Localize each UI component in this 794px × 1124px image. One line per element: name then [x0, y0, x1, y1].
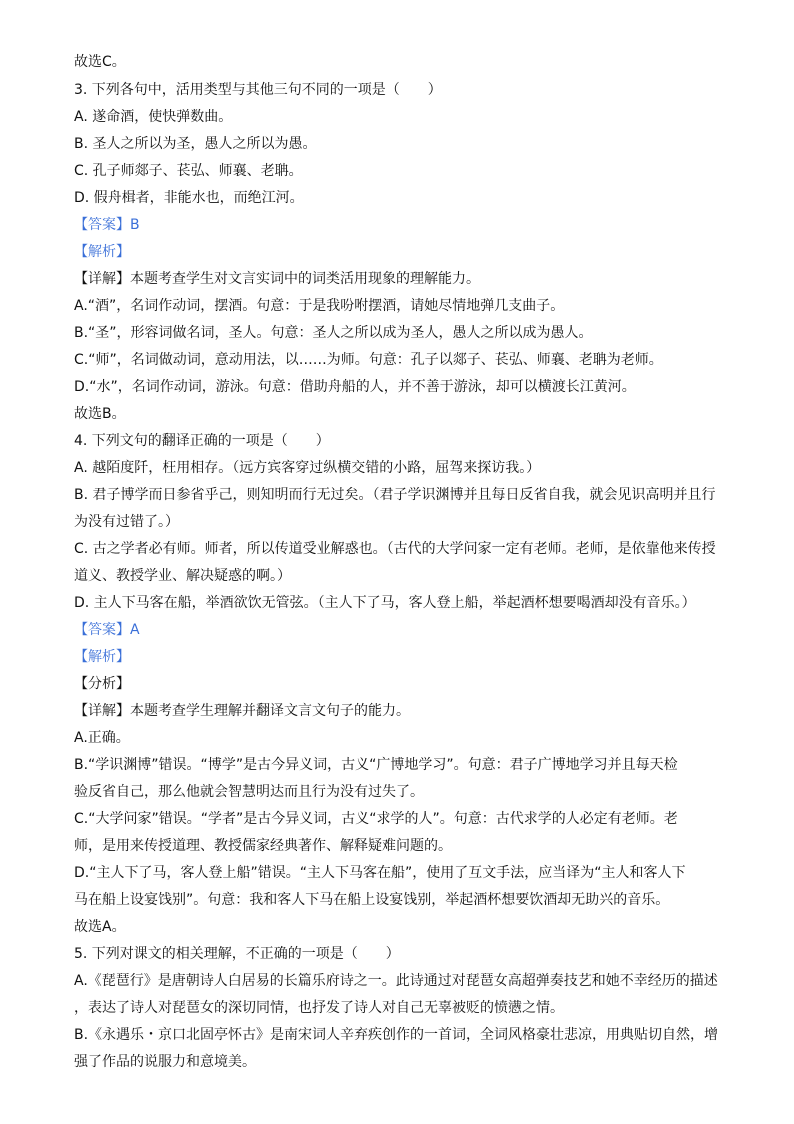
- option-a: A. 遂命酒，使快弹数曲。: [74, 109, 233, 125]
- option-c: C. 孔子师郯子、苌弘、师襄、老聃。: [74, 163, 303, 179]
- answer-tag: 【答案】B: [74, 217, 140, 233]
- explanation-line: B.“学识渊博”错误。“博学”是古今异义词，古义“广博地学习”。句意：君子广博地学习并且每天检: [74, 757, 678, 773]
- question-3-stem: 3. 下列各句中，活用类型与其他三句不同的一项是（ ）: [74, 82, 442, 98]
- detail-line: 【详解】本题考查学生理解并翻译文言文句子的能力。: [74, 703, 410, 719]
- explanation-line: 马在船上设宴饯别”。句意：我和客人下马在船上设宴饯别，举起酒杯想要饮酒却无助兴的音乐。: [74, 892, 670, 908]
- explanation-line: D.“主人下了马，客人登上船”错误。“主人下马客在船”，使用了互文手法，应当译为“主人和客人下: [74, 865, 686, 881]
- option-b: B.《永遇乐・京口北固亭怀古》是南宋词人辛弃疾创作的一首词，全词风格豪壮悲凉，用典贴切自然，增: [74, 1027, 719, 1043]
- explanation-line: C.“师”，名词做动词，意动用法，以……为师。句意：孔子以郯子、苌弘、师襄、老聃为老师。: [74, 352, 663, 368]
- analysis-heading: 【分析】: [74, 676, 130, 692]
- conclusion-line: 故选A。: [74, 919, 126, 935]
- explanation-line: 师，是用来传授道理、教授儒家经典著作、解释疑难问题的。: [74, 838, 452, 854]
- option-a-continued: ，表达了诗人对琵琶女的深切同情，也抒发了诗人对自己无辜被贬的愤懑之情。: [74, 1000, 564, 1016]
- option-c: C. 古之学者必有师。师者，所以传道受业解惑也。（古代的大学问家一定有老师。老师，是依靠他来传授: [74, 541, 716, 557]
- question-5-stem: 5. 下列对课文的相关理解，不正确的一项是（ ）: [74, 946, 400, 962]
- analysis-tag: 【解析】: [74, 649, 130, 665]
- explanation-line: A.“酒”，名词作动词，摆酒。句意：于是我吩咐摆酒，请她尽情地弹几支曲子。: [74, 298, 565, 314]
- conclusion-line: 故选B。: [74, 406, 126, 422]
- question-4-stem: 4. 下列文句的翻译正确的一项是（ ）: [74, 433, 330, 449]
- option-d: D. 假舟楫者，非能水也，而绝江河。: [74, 190, 304, 206]
- explanation-line: 验反省自己，那么他就会智慧明达而且行为没有过失了。: [74, 784, 424, 800]
- explanation-line: C.“大学问家”错误。“学者”是古今异义词，古义“求学的人”。句意：古代求学的人必定有老师。老: [74, 811, 678, 827]
- explanation-line: B.“圣”，形容词做名词，圣人。句意：圣人之所以成为圣人，愚人之所以成为愚人。: [74, 325, 593, 341]
- option-a: A.《琵琶行》是唐朝诗人白居易的长篇乐府诗之一。此诗通过对琵琶女高超弹奏技艺和她不幸经历的描述: [74, 973, 718, 989]
- analysis-tag: 【解析】: [74, 244, 130, 260]
- option-d: D. 主人下马客在船，举酒欲饮无管弦。（主人下了马，客人登上船，举起酒杯想要喝酒却没有音乐。）: [74, 595, 696, 611]
- answer-tag: 【答案】A: [74, 622, 140, 638]
- option-b: B. 君子博学而日参省乎己，则知明而行无过矣。（君子学识渊博并且每日反省自我，就会见识高明并且行: [74, 487, 716, 503]
- option-b: B. 圣人之所以为圣，愚人之所以为愚。: [74, 136, 317, 152]
- option-b-continued: 为没有过错了。）: [74, 514, 179, 530]
- line-1: 故选C。: [74, 54, 126, 70]
- option-b-continued: 强了作品的说服力和意境美。: [74, 1054, 256, 1070]
- detail-line: 【详解】本题考查学生对文言实词中的词类活用现象的理解能力。: [74, 271, 480, 287]
- explanation-line: A.正确。: [74, 730, 130, 746]
- explanation-line: D.“水”，名词作动词，游泳。句意：借助舟船的人，并不善于游泳，却可以横渡长江黄河。: [74, 379, 636, 395]
- option-a: A. 越陌度阡，枉用相存。（远方宾客穿过纵横交错的小路，屈驾来探访我。）: [74, 460, 541, 476]
- option-c-continued: 道义、教授学业、解决疑惑的啊。）: [74, 568, 291, 584]
